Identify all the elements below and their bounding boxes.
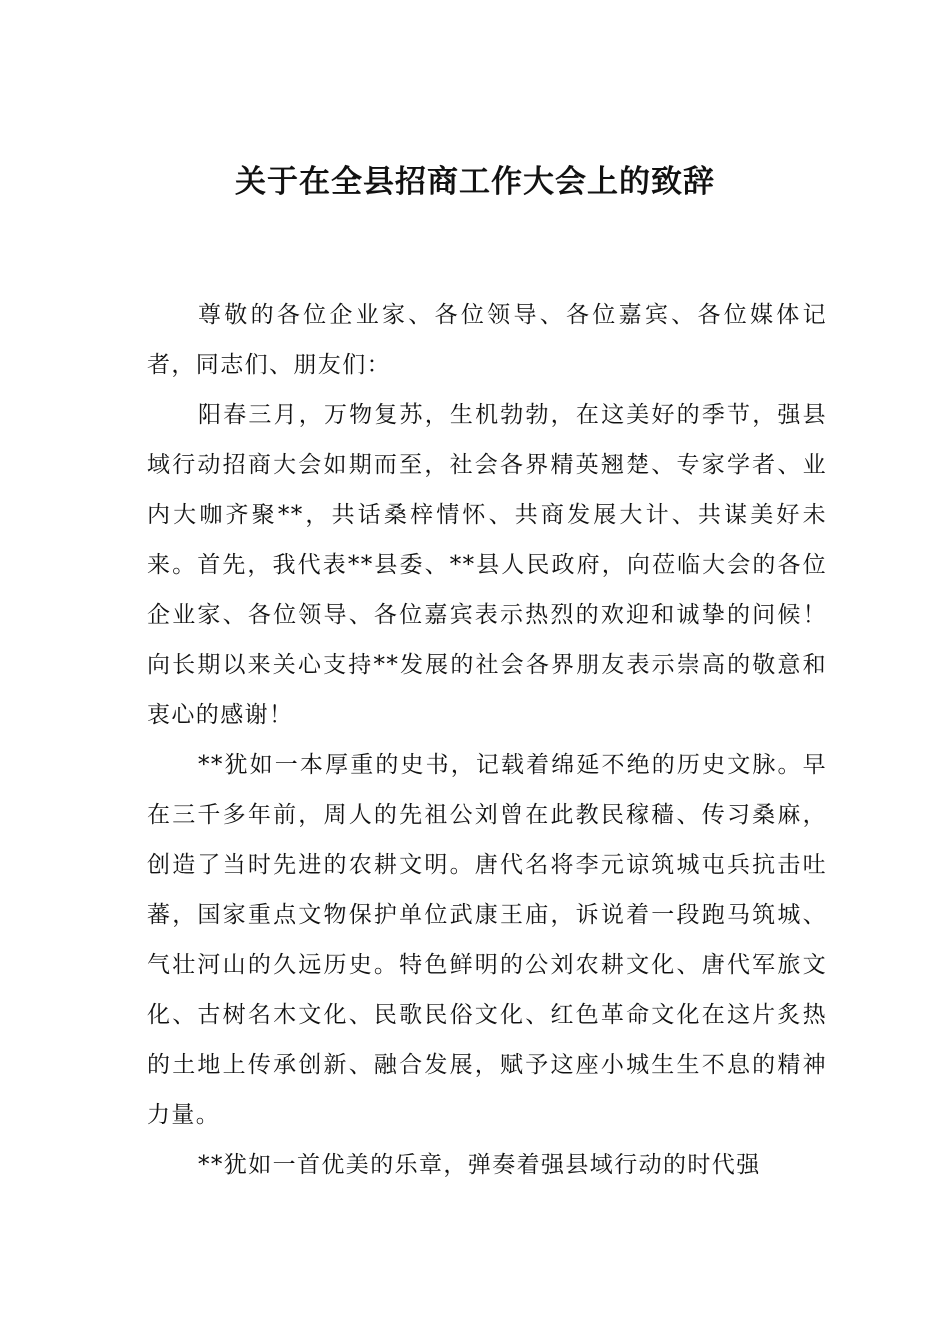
paragraph-history: **犹如一本厚重的史书，记载着绵延不绝的历史文脉。早在三千多年前，周人的先祖公刘曾在此教民稼穑、传习桑麻，创造了当时先进的农耕文明。唐代名将李元谅筑城屯兵抗击吐蕃，国家重点文物保护单位武康王庙，诉说着一段跑马筑城、气壮河山的久远历史。特色鲜明的公刘农耕文化、唐代军旅文化、古树名木文化、民歌民俗文化、红色革命文化在这片炙热的土地上传承创新、融合发展，赋予这座小城生生不息的精神力量。 [147, 752, 827, 1128]
paragraph-welcome: 阳春三月，万物复苏，生机勃勃，在这美好的季节，强县域行动招商大会如期而至，社会各界精英翘楚、专家学者、业内大咖齐聚**，共话桑梓情怀、共商发展大计、共谋美好未来。首先，我代表**县委、**县人民政府，向莅临大会的各位企业家、各位领导、各位嘉宾表示热烈的欢迎和诚挚的问候！向长期以来关心支持**发展的社会各界朋友表示崇高的敬意和衷心的感谢！ [147, 402, 827, 728]
paragraph-development: **犹如一首优美的乐章，弹奏着强县域行动的时代强 [198, 1152, 761, 1178]
document-title: 关于在全县招商工作大会上的致辞 [235, 164, 715, 200]
document-body [147, 290, 827, 1190]
paragraph-salutation: 尊敬的各位企业家、各位领导、各位嘉宾、各位媒体记者，同志们、朋友们： [147, 302, 827, 378]
